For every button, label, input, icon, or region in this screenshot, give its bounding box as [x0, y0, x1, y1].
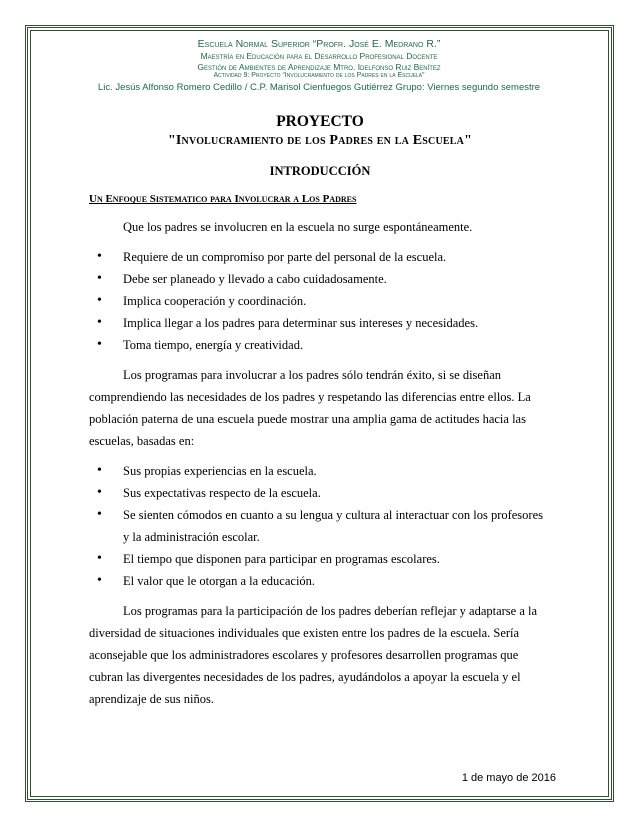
intro-heading: INTRODUCCIÓN: [269, 164, 371, 178]
header-program: Maestría en Educación para el Desarrollo Profesional Docente: [200, 51, 438, 62]
header-course: Gestión de Ambientes de Aprendizaje Mtro. Idelfonso Ruiz Benítez: [197, 61, 441, 72]
list-item: • Implica llegar a los padres para determinar sus intereses y necesidades.: [89, 312, 551, 334]
list-item: • El tiempo que disponen para participar en programas escolares.: [89, 548, 551, 570]
list-item: • Se sienten cómodos en cuanto a su lengua y cultura al interactuar con los profesores y la administración escolar.: [89, 504, 551, 548]
list-item: • Implica cooperación y coordinación.: [89, 290, 551, 312]
list-item: • Sus propias experiencias en la escuela.: [89, 460, 551, 482]
bullet-list-2: [89, 460, 551, 592]
doc-title: PROYECTO: [276, 113, 364, 130]
list-item: • Debe ser planeado y llevado a cabo cuidadosamente.: [89, 268, 551, 290]
doc-subtitle: "Involucramiento de los Padres en la Escuela": [167, 133, 473, 148]
footer-date: 1 de mayo de 2016: [461, 772, 556, 784]
paragraph-2: Los programas para la participación de los padres deberían reflejar y adaptarse a la diversidad de situaciones individuales que existen entre los padres de la escuela. Sería aconsejable que los administradores escolares y profesores desarrollen programas que cubran las divergentes necesidades de los padres, ayudándolos a apoyar la escuela y el aprendizaje de sus niños.: [89, 604, 538, 706]
section-heading: Un Enfoque Sistematico para Involucrar a Los Padres: [89, 193, 357, 205]
header-students: Lic. Jesús Alfonso Romero Cedillo / C.P. Marisol Cienfuegos Gutiérrez Grupo: Viernes segundo semestre: [97, 82, 541, 94]
list-item: • El valor que le otorgan a la educación.: [89, 570, 551, 592]
document-header: [40, 38, 598, 94]
list-item: • Sus expectativas respecto de la escuela.: [89, 482, 551, 504]
list-item: • Requiere de un compromiso por parte del personal de la escuela.: [89, 246, 551, 268]
header-school: Escuela Normal Superior “Profr. José E. Medrano R.”: [197, 38, 441, 50]
header-activity: Actividad 9: Proyecto “Involucramiento de los Padres en la Escuela”: [213, 72, 425, 80]
bullet-list-1: [89, 246, 551, 356]
lead-sentence: Que los padres se involucren en la escuela no surge espontáneamente.: [123, 220, 473, 234]
paragraph-1: Los programas para involucrar a los padres sólo tendrán éxito, si se diseñan comprendiendo las necesidades de los padres y respetando las diferencias entre ellos. La población paterna de una escuela puede mostrar una amplia gama de actitudes hacia las escuelas, basadas en:: [89, 368, 531, 448]
document-body: [89, 112, 551, 710]
list-item: • Toma tiempo, energía y creatividad.: [89, 334, 551, 356]
